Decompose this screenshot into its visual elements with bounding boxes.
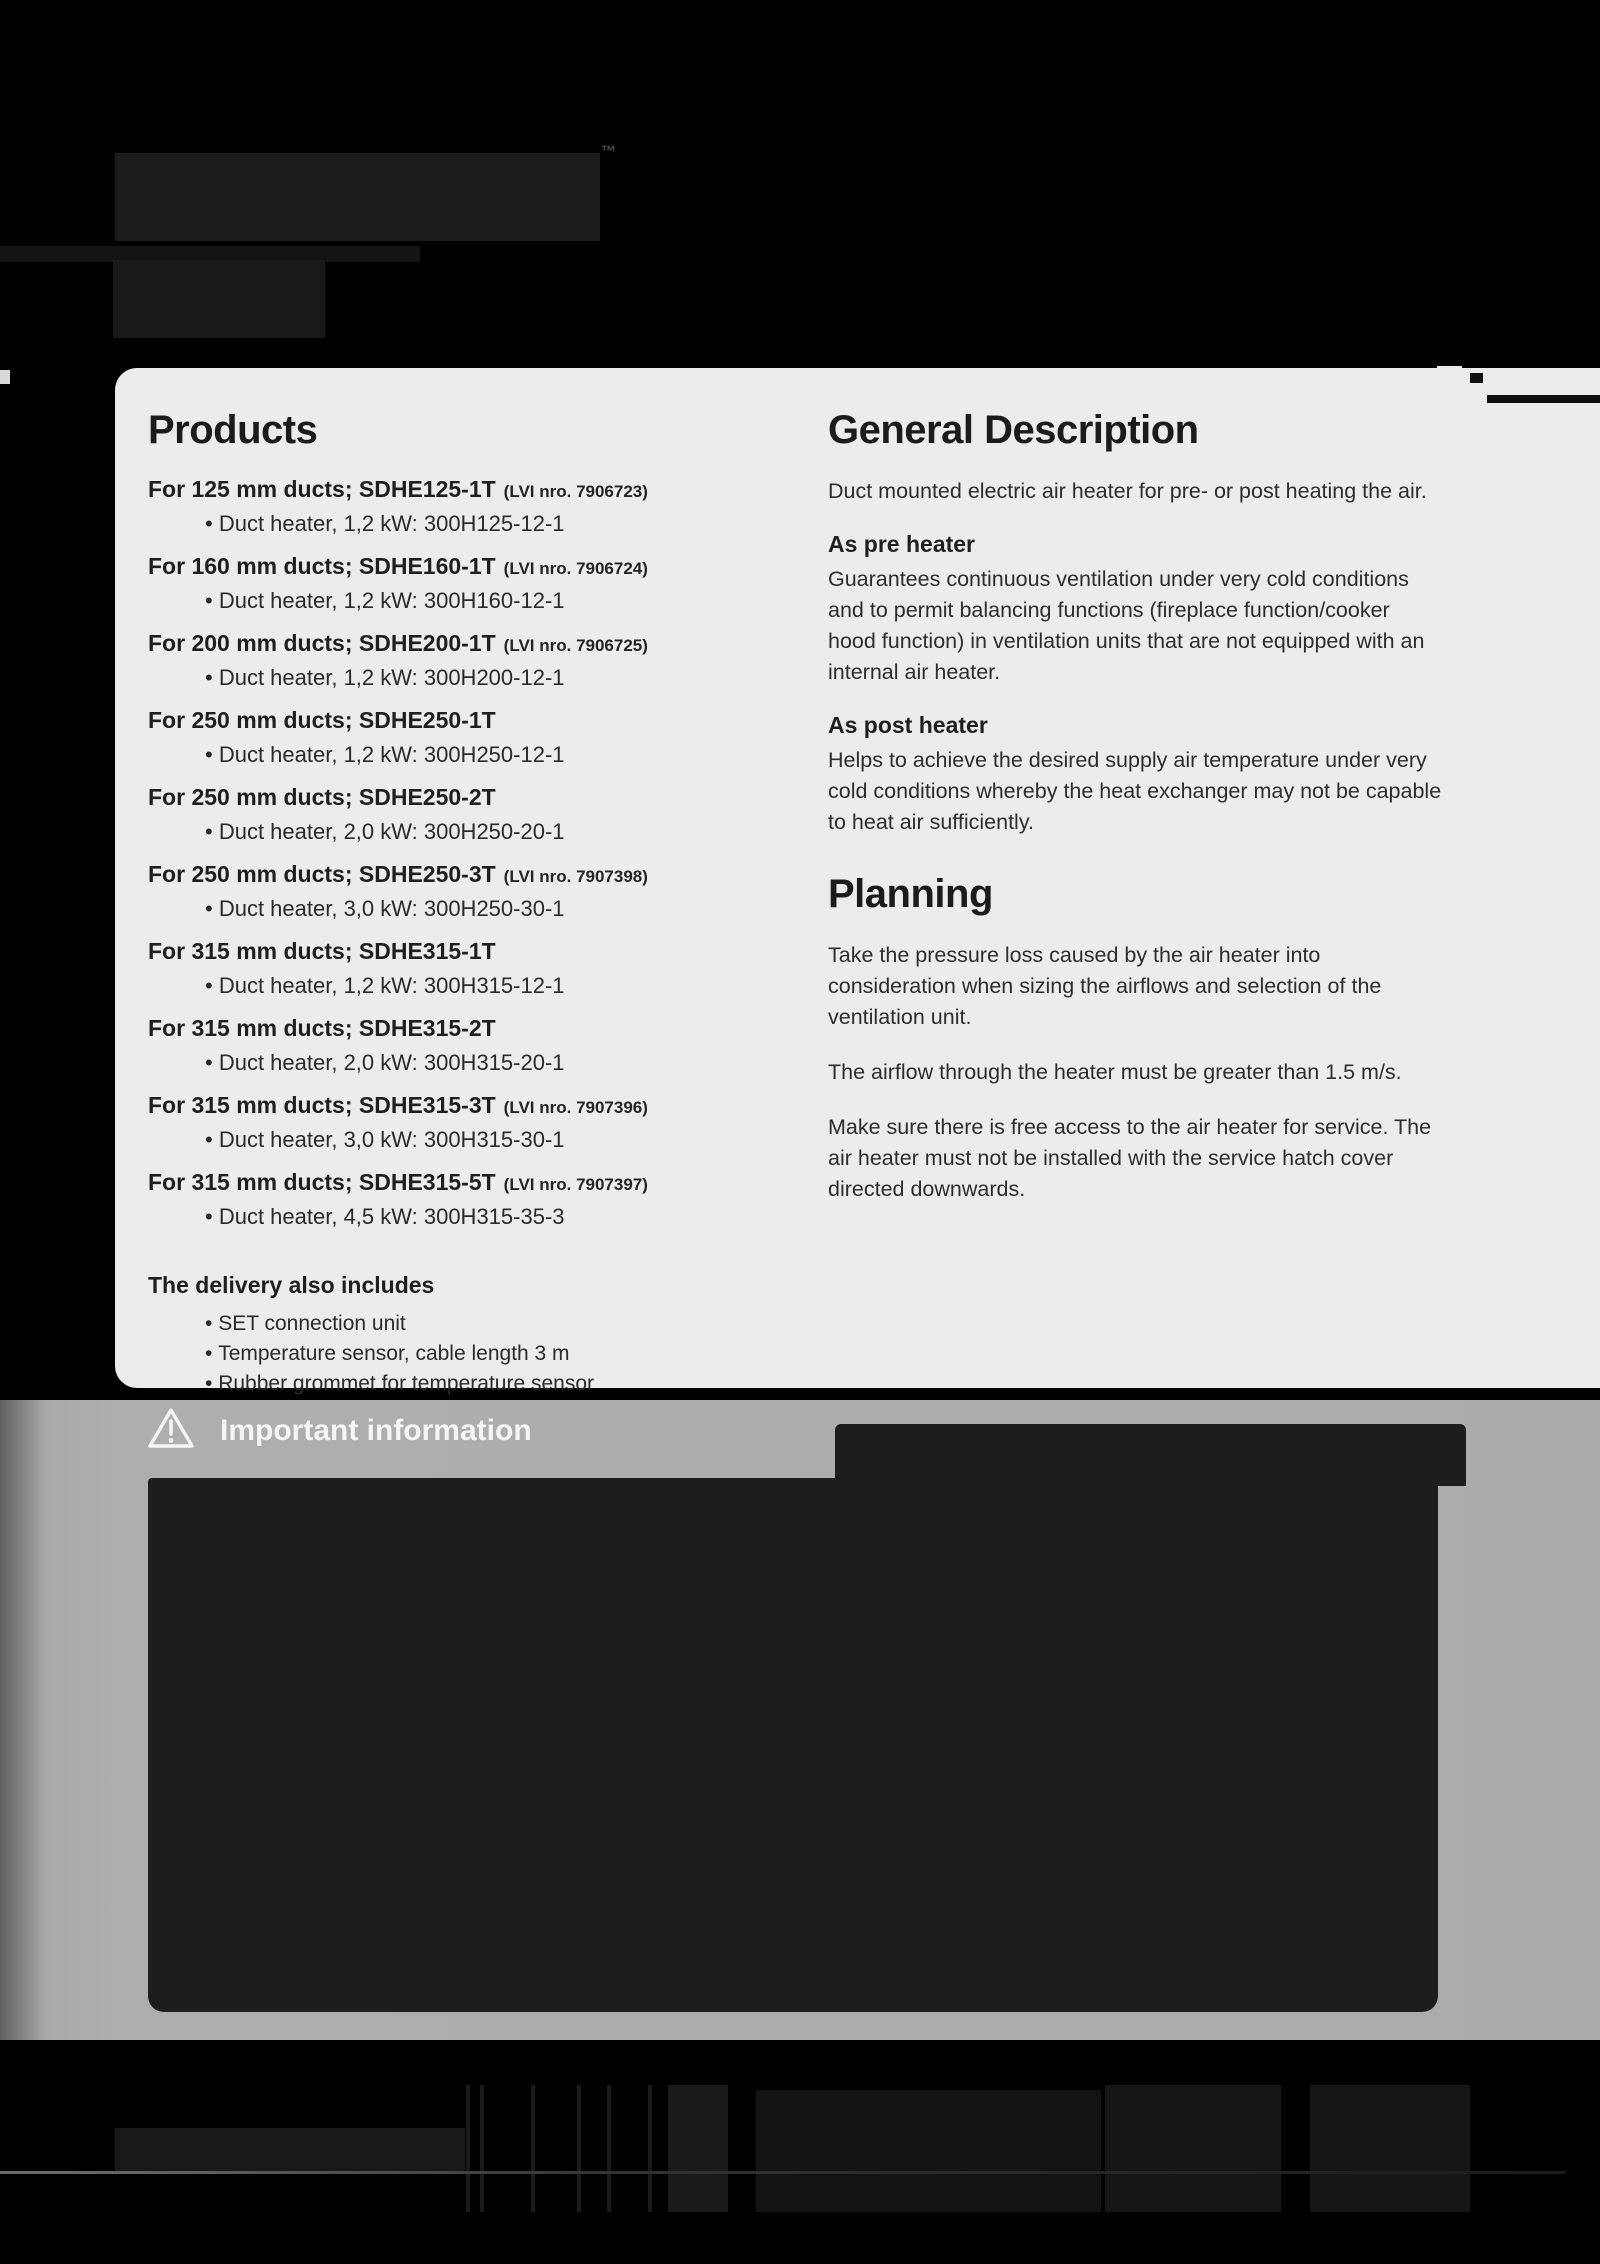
product-entry: [148, 784, 798, 845]
redaction-mark-small: [1470, 373, 1483, 383]
page-footer: [0, 2040, 1600, 2264]
pre-heater-title: As pre heater: [828, 531, 976, 557]
redacted-footer-block: [756, 2090, 1101, 2212]
redacted-footer-block: [115, 2128, 465, 2172]
product-lvi-number: (LVI nro. 7907397): [503, 1175, 648, 1194]
product-label: For 315 mm ducts; SDHE315-2T: [148, 1015, 496, 1041]
product-detail: • Duct heater, 1,2 kW: 300H315-12-1: [148, 972, 798, 999]
delivery-item: • Temperature sensor, cable length 3 m: [148, 1339, 798, 1369]
post-heater-title: As post heater: [828, 712, 988, 738]
product-detail: • Duct heater, 1,2 kW: 300H160-12-1: [148, 587, 798, 614]
product-detail: • Duct heater, 1,2 kW: 300H125-12-1: [148, 510, 798, 537]
product-label: For 200 mm ducts; SDHE200-1T: [148, 630, 496, 656]
redacted-footer-line: [607, 2085, 611, 2212]
product-detail: • Duct heater, 2,0 kW: 300H250-20-1: [148, 818, 798, 845]
planning-paragraph-1: Take the pressure loss caused by the air heater into consideration when sizing the airflows and selection of the ventilation unit.: [828, 943, 1382, 1029]
product-entry: [148, 707, 798, 768]
product-lvi-number: (LVI nro. 7906723): [503, 482, 648, 501]
product-label: For 315 mm ducts; SDHE315-3T: [148, 1092, 496, 1118]
product-entry: [148, 1169, 798, 1230]
product-entry: [148, 861, 798, 922]
trademark-symbol: ™: [601, 143, 616, 160]
redacted-header-block: [113, 260, 325, 338]
products-section: [148, 408, 798, 1399]
product-entry: [148, 476, 798, 537]
product-label: For 315 mm ducts; SDHE315-5T: [148, 1169, 496, 1195]
product-lvi-number: (LVI nro. 7906724): [503, 559, 648, 578]
product-entry: [148, 553, 798, 614]
delivery-item: • SET connection unit: [148, 1309, 798, 1339]
general-description-title: General Description: [828, 408, 1199, 452]
redacted-footer-line: [480, 2085, 484, 2212]
product-detail: • Duct heater, 2,0 kW: 300H315-20-1: [148, 1049, 798, 1076]
important-information-band: [0, 1400, 1600, 2040]
scan-artifact-left: [0, 370, 10, 384]
warning-triangle-icon: [146, 1406, 196, 1455]
product-detail: • Duct heater, 1,2 kW: 300H250-12-1: [148, 741, 798, 768]
footer-divider-line: [0, 2171, 1565, 2174]
important-information-header: [146, 1406, 532, 1455]
redacted-footer-block: [668, 2085, 728, 2212]
redacted-footer-line: [531, 2085, 535, 2212]
delivery-includes-title: The delivery also includes: [148, 1272, 435, 1298]
planning-paragraph-2: The airflow through the heater must be greater than 1.5 m/s.: [828, 1060, 1402, 1084]
product-label: For 315 mm ducts; SDHE315-1T: [148, 938, 496, 964]
product-detail: • Duct heater, 1,2 kW: 300H200-12-1: [148, 664, 798, 691]
product-label: For 160 mm ducts; SDHE160-1T: [148, 553, 496, 579]
product-detail: • Duct heater, 3,0 kW: 300H315-30-1: [148, 1126, 798, 1153]
product-detail: • Duct heater, 4,5 kW: 300H315-35-3: [148, 1203, 798, 1230]
product-lvi-number: (LVI nro. 7907396): [503, 1098, 648, 1117]
product-entry: [148, 630, 798, 691]
post-heater-text: Helps to achieve the desired supply air temperature under very cold conditions whereby the heat exchanger may not be capable to heat air sufficiently.: [828, 748, 1442, 834]
product-label: For 125 mm ducts; SDHE125-1T: [148, 476, 496, 502]
content-panel: [115, 368, 1600, 1395]
product-lvi-number: (LVI nro. 7907398): [503, 867, 648, 886]
product-label: For 250 mm ducts; SDHE250-1T: [148, 707, 496, 733]
product-label: For 250 mm ducts; SDHE250-2T: [148, 784, 496, 810]
redacted-content-block-main: [148, 1478, 1438, 2012]
product-detail: • Duct heater, 3,0 kW: 300H250-30-1: [148, 895, 798, 922]
product-label: For 250 mm ducts; SDHE250-3T: [148, 861, 496, 887]
general-description-intro: Duct mounted electric air heater for pre- or post heating the air.: [828, 479, 1427, 503]
redacted-logo-block: [115, 143, 616, 241]
products-title: Products: [148, 408, 318, 452]
redacted-content-block-top: [835, 1424, 1466, 1486]
planning-paragraph-3: Make sure there is free access to the air heater for service. The air heater must not be installed with the service hatch cover directed downwards.: [828, 1115, 1432, 1201]
important-information-title: Important information: [220, 1413, 532, 1447]
product-lvi-number: (LVI nro. 7906725): [503, 636, 648, 655]
product-entry: [148, 1092, 798, 1153]
product-entry: [148, 938, 798, 999]
redacted-footer-block: [1310, 2085, 1470, 2212]
description-section: [828, 408, 1468, 1229]
redacted-footer-line: [648, 2085, 652, 2212]
redacted-footer-line: [577, 2085, 581, 2212]
planning-title: Planning: [828, 872, 993, 916]
delivery-item: • Rubber grommet for temperature sensor: [148, 1369, 798, 1399]
delivery-includes-section: [148, 1272, 798, 1399]
redacted-footer-line: [466, 2085, 470, 2212]
pre-heater-text: Guarantees continuous ventilation under very cold conditions and to permit balancing functions (fireplace function/cooker hood function) in ventilation units that are not equipped with an internal air heater.: [828, 567, 1425, 684]
redaction-mark-bar: [1487, 395, 1600, 403]
product-entry: [148, 1015, 798, 1076]
redacted-footer-block: [1105, 2085, 1281, 2212]
